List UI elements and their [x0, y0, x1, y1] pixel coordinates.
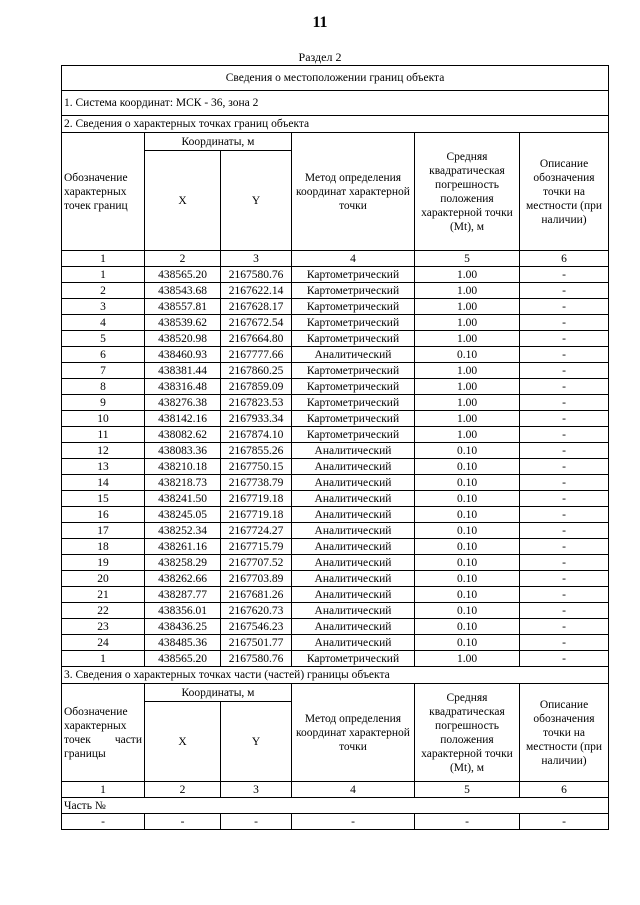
- column-number: 4: [292, 251, 415, 267]
- table-cell: 2167672.54: [221, 315, 292, 331]
- table-cell: 1.00: [415, 363, 520, 379]
- table-cell: -: [520, 315, 609, 331]
- table-row: [62, 411, 609, 427]
- table-cell: 2167501.77: [221, 635, 292, 651]
- table-cell: 17: [62, 523, 145, 539]
- part3-heading: 3. Сведения о характерных точках части (частей) границы объекта: [62, 667, 609, 684]
- coordinate-system: 1. Система координат: МСК - 36, зона 2: [62, 91, 609, 116]
- table-cell: 2167664.80: [221, 331, 292, 347]
- table-row: [62, 331, 609, 347]
- part2-heading: 2. Сведения о характерных точках границ объекта: [62, 116, 609, 133]
- table-cell: 0.10: [415, 491, 520, 507]
- table-cell: 438539.62: [145, 315, 221, 331]
- table-cell: 7: [62, 363, 145, 379]
- table-row: [62, 363, 609, 379]
- table-cell: 1.00: [415, 651, 520, 667]
- table-cell: Картометрический: [292, 411, 415, 427]
- table-cell: 2167628.17: [221, 299, 292, 315]
- table-cell: 438356.01: [145, 603, 221, 619]
- table-cell: Аналитический: [292, 443, 415, 459]
- table-cell: -: [520, 603, 609, 619]
- table-row: [62, 555, 609, 571]
- table-cell: 2167719.18: [221, 491, 292, 507]
- table-cell: 438258.29: [145, 555, 221, 571]
- table-cell: 2167620.73: [221, 603, 292, 619]
- table-cell: Аналитический: [292, 603, 415, 619]
- column-number: 6: [520, 251, 609, 267]
- column-number: 4: [292, 782, 415, 798]
- table-cell: 2167719.18: [221, 507, 292, 523]
- table-cell: 19: [62, 555, 145, 571]
- table-row: [62, 475, 609, 491]
- table-cell: 438565.20: [145, 267, 221, 283]
- table-cell: 2167855.26: [221, 443, 292, 459]
- column-number: 3: [221, 251, 292, 267]
- table-row: [62, 379, 609, 395]
- table-cell: Картометрический: [292, 315, 415, 331]
- table-cell: -: [520, 459, 609, 475]
- column-number: 6: [520, 782, 609, 798]
- table-row: [62, 587, 609, 603]
- table-cell: 2167546.23: [221, 619, 292, 635]
- table-cell: 438381.44: [145, 363, 221, 379]
- table-title: Сведения о местоположении границ объекта: [62, 66, 609, 91]
- table-cell: 0.10: [415, 347, 520, 363]
- table-cell: -: [520, 507, 609, 523]
- table-cell: Аналитический: [292, 619, 415, 635]
- table-cell: 2167874.10: [221, 427, 292, 443]
- table-cell: -: [520, 395, 609, 411]
- table-cell: 438287.77: [145, 587, 221, 603]
- table-cell: 20: [62, 571, 145, 587]
- table-cell: 2167860.25: [221, 363, 292, 379]
- table-cell: 2167777.66: [221, 347, 292, 363]
- table-cell: Аналитический: [292, 555, 415, 571]
- table-cell: 438083.36: [145, 443, 221, 459]
- table-cell: 438316.48: [145, 379, 221, 395]
- part3-col-x-header: X: [145, 702, 221, 782]
- table-cell: Аналитический: [292, 491, 415, 507]
- table-cell: 2167681.26: [221, 587, 292, 603]
- table-cell: 0.10: [415, 587, 520, 603]
- table-cell: -: [520, 363, 609, 379]
- table-cell: 1.00: [415, 299, 520, 315]
- table-cell: -: [520, 267, 609, 283]
- table-cell: Картометрический: [292, 427, 415, 443]
- column-number: 1: [62, 251, 145, 267]
- part-number-label: Часть №: [62, 798, 609, 814]
- table-cell: -: [520, 814, 609, 830]
- table-cell: 1.00: [415, 331, 520, 347]
- table-cell: 438261.16: [145, 539, 221, 555]
- table-cell: 0.10: [415, 523, 520, 539]
- part3-column-numbers-row: [62, 782, 609, 798]
- col-desc-header: Описание обозначения точки на местности (при наличии): [520, 133, 609, 251]
- table-cell: 0.10: [415, 555, 520, 571]
- col-coords-header: Координаты, м: [145, 133, 292, 151]
- table-cell: Картометрический: [292, 283, 415, 299]
- table-row: [62, 619, 609, 635]
- table-cell: 6: [62, 347, 145, 363]
- table-cell: 9: [62, 395, 145, 411]
- table-cell: 0.10: [415, 571, 520, 587]
- table-cell: 438218.73: [145, 475, 221, 491]
- table-cell: 2167580.76: [221, 651, 292, 667]
- table-cell: Картометрический: [292, 267, 415, 283]
- table-cell: 1: [62, 267, 145, 283]
- col-error-header: Средняя квадратическая погрешность положения характерной точки (Mt), м: [415, 133, 520, 251]
- table-row: [62, 427, 609, 443]
- table-cell: 2167859.09: [221, 379, 292, 395]
- table-row: [62, 443, 609, 459]
- table-cell: Аналитический: [292, 507, 415, 523]
- table-cell: Картометрический: [292, 363, 415, 379]
- table-cell: Аналитический: [292, 475, 415, 491]
- part3-col-method-header: Метод определения координат характерной точки: [292, 684, 415, 782]
- table-row: [62, 603, 609, 619]
- table-cell: 0.10: [415, 507, 520, 523]
- table-cell: -: [520, 443, 609, 459]
- table-cell: 2167724.27: [221, 523, 292, 539]
- table-cell: 23: [62, 619, 145, 635]
- table-cell: -: [520, 379, 609, 395]
- table-cell: 438082.62: [145, 427, 221, 443]
- table-cell: 2167707.52: [221, 555, 292, 571]
- table-cell: 438543.68: [145, 283, 221, 299]
- table-cell: -: [520, 555, 609, 571]
- table-cell: 0.10: [415, 619, 520, 635]
- table-row: [62, 347, 609, 363]
- col-y-header: Y: [221, 151, 292, 251]
- table-cell: -: [520, 491, 609, 507]
- table-row: [62, 315, 609, 331]
- column-number: 3: [221, 782, 292, 798]
- table-cell: 0.10: [415, 459, 520, 475]
- column-number: 5: [415, 782, 520, 798]
- table-row: [62, 523, 609, 539]
- table-cell: 18: [62, 539, 145, 555]
- table-cell: 438520.98: [145, 331, 221, 347]
- table-cell: 1.00: [415, 283, 520, 299]
- table-cell: -: [520, 523, 609, 539]
- table-cell: 1.00: [415, 267, 520, 283]
- table-cell: 1.00: [415, 427, 520, 443]
- table-cell: 1.00: [415, 395, 520, 411]
- table-cell: 22: [62, 603, 145, 619]
- col-point-header: Обозначение характерных точек границ: [62, 133, 145, 251]
- table-cell: -: [62, 814, 145, 830]
- table-cell: 11: [62, 427, 145, 443]
- table-cell: 3: [62, 299, 145, 315]
- table-cell: 21: [62, 587, 145, 603]
- table-cell: 1.00: [415, 379, 520, 395]
- table-cell: 5: [62, 331, 145, 347]
- table-cell: 438276.38: [145, 395, 221, 411]
- table-cell: -: [520, 651, 609, 667]
- table-cell: 2: [62, 283, 145, 299]
- table-cell: 438210.18: [145, 459, 221, 475]
- table-row: [62, 507, 609, 523]
- table-cell: 2167580.76: [221, 267, 292, 283]
- table-cell: 1: [62, 651, 145, 667]
- table-cell: 0.10: [415, 443, 520, 459]
- table-cell: -: [520, 539, 609, 555]
- table-cell: 2167715.79: [221, 539, 292, 555]
- table-cell: 13: [62, 459, 145, 475]
- table-cell: Картометрический: [292, 379, 415, 395]
- table-cell: 15: [62, 491, 145, 507]
- column-number: 5: [415, 251, 520, 267]
- table-cell: 2167738.79: [221, 475, 292, 491]
- table-cell: -: [520, 635, 609, 651]
- table-cell: 24: [62, 635, 145, 651]
- table-cell: -: [145, 814, 221, 830]
- table-cell: 2167703.89: [221, 571, 292, 587]
- part3-col-coords-header: Координаты, м: [145, 684, 292, 702]
- table-cell: Картометрический: [292, 331, 415, 347]
- part3-col-point-header: Обозначение характерных точек части границы: [62, 684, 145, 782]
- table-cell: Аналитический: [292, 571, 415, 587]
- table-cell: -: [520, 619, 609, 635]
- table-row: [62, 571, 609, 587]
- table-cell: 4: [62, 315, 145, 331]
- table-cell: -: [520, 587, 609, 603]
- table-cell: Картометрический: [292, 395, 415, 411]
- page-number: 11: [312, 14, 328, 31]
- table-row: [62, 395, 609, 411]
- table-cell: 2167750.15: [221, 459, 292, 475]
- table-cell: 0.10: [415, 603, 520, 619]
- table-cell: 8: [62, 379, 145, 395]
- table-cell: -: [520, 331, 609, 347]
- column-number: 1: [62, 782, 145, 798]
- col-method-header: Метод определения координат характерной точки: [292, 133, 415, 251]
- table-cell: 0.10: [415, 539, 520, 555]
- table-cell: -: [221, 814, 292, 830]
- table-cell: 2167622.14: [221, 283, 292, 299]
- column-number: 2: [145, 782, 221, 798]
- table-row: [62, 635, 609, 651]
- part3-col-y-header: Y: [221, 702, 292, 782]
- table-cell: Аналитический: [292, 539, 415, 555]
- table-cell: 1.00: [415, 411, 520, 427]
- part3-col-error-header: Средняя квадратическая погрешность положения характерной точки (Mt), м: [415, 684, 520, 782]
- table-cell: -: [520, 299, 609, 315]
- table-cell: 438252.34: [145, 523, 221, 539]
- table-cell: 438142.16: [145, 411, 221, 427]
- table-cell: -: [292, 814, 415, 830]
- table-cell: Аналитический: [292, 523, 415, 539]
- table-cell: 1.00: [415, 315, 520, 331]
- part3-empty-row: [62, 814, 609, 830]
- table-cell: Аналитический: [292, 587, 415, 603]
- table-cell: 2167823.53: [221, 395, 292, 411]
- table-row: [62, 267, 609, 283]
- part3-col-desc-header: Описание обозначения точки на местности (при наличии): [520, 684, 609, 782]
- table-cell: Аналитический: [292, 459, 415, 475]
- table-cell: 438241.50: [145, 491, 221, 507]
- table-cell: 0.10: [415, 475, 520, 491]
- column-number: 2: [145, 251, 221, 267]
- boundary-table: [61, 65, 609, 830]
- table-cell: Картометрический: [292, 299, 415, 315]
- table-cell: 16: [62, 507, 145, 523]
- table-cell: 438485.36: [145, 635, 221, 651]
- table-cell: 438262.66: [145, 571, 221, 587]
- table-row: [62, 299, 609, 315]
- table-cell: -: [520, 475, 609, 491]
- table-row: [62, 539, 609, 555]
- table-cell: 438460.93: [145, 347, 221, 363]
- table-cell: Картометрический: [292, 651, 415, 667]
- table-cell: 10: [62, 411, 145, 427]
- column-numbers-row: [62, 251, 609, 267]
- table-cell: -: [520, 571, 609, 587]
- section-label: Раздел 2: [298, 50, 342, 64]
- table-row: [62, 491, 609, 507]
- table-cell: 438557.81: [145, 299, 221, 315]
- table-cell: 438565.20: [145, 651, 221, 667]
- table-cell: Аналитический: [292, 635, 415, 651]
- table-cell: 0.10: [415, 635, 520, 651]
- table-cell: 12: [62, 443, 145, 459]
- table-cell: -: [520, 427, 609, 443]
- table-cell: -: [520, 411, 609, 427]
- table-cell: -: [415, 814, 520, 830]
- table-row: [62, 459, 609, 475]
- table-cell: 2167933.34: [221, 411, 292, 427]
- table-cell: 438436.25: [145, 619, 221, 635]
- table-row: [62, 651, 609, 667]
- table-cell: 14: [62, 475, 145, 491]
- table-cell: 438245.05: [145, 507, 221, 523]
- table-cell: -: [520, 283, 609, 299]
- table-cell: -: [520, 347, 609, 363]
- table-cell: Аналитический: [292, 347, 415, 363]
- table-row: [62, 283, 609, 299]
- col-x-header: X: [145, 151, 221, 251]
